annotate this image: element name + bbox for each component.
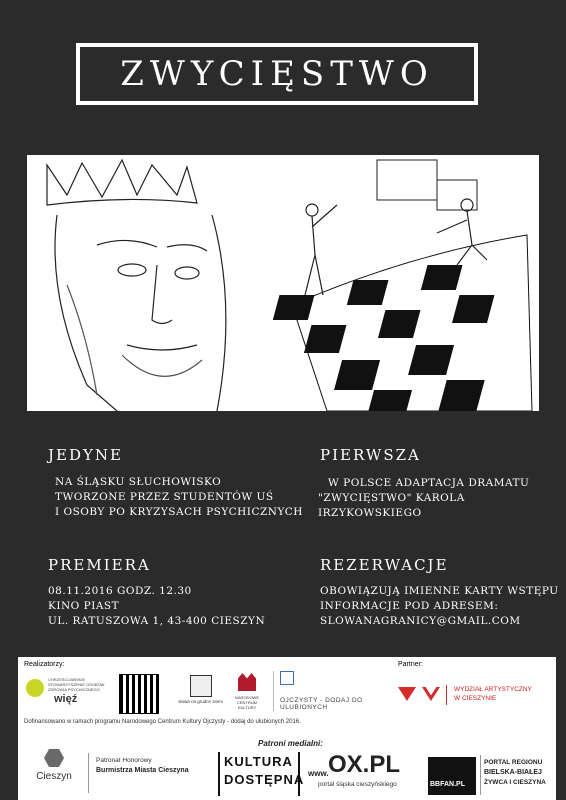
- ojczysty-logo: OJCZYSTY - DODAJ DO ULUBIONYCH: [273, 671, 370, 711]
- text-jedyne: NA ŚLĄSKU SŁUCHOWISKO TWORZONE PRZEZ STUDENTÓW UŚ I OSOBY PO KRYZYSACH PSYCHICZNYCH: [55, 476, 303, 518]
- bbfan-logo: BBFAN.PL: [428, 757, 476, 795]
- heading-jedyne: JEDYNE: [48, 446, 123, 464]
- wydzial-logo: WYDZIAŁ ARTYSTYCZNY W CIESZYNIE: [398, 685, 548, 715]
- text-rezerwacje: OBOWIĄZUJĄ IMIENNE KARTY WSTĘPU INFORMACJE POD ADRESEM: SLOWANAGRANICY@GMAIL.COM: [320, 585, 559, 627]
- burmistrz-label: Burmistrza Miasta Cieszyna: [96, 767, 189, 774]
- ox-logo: www. OX.PL portal śląska cieszyńskiego: [308, 751, 401, 788]
- qr-code-icon: [120, 675, 158, 713]
- title-frame: [76, 43, 478, 105]
- gradka-logo: słowa na grudce ziemi: [178, 675, 223, 715]
- kultura-dostepna-logo: KULTURA DOSTĘPNA: [218, 752, 300, 796]
- wiez-logo: CHRZEŚCIJAŃSKIE STOWARZYSZENIE OSOBÓW ZDROWIA PSYCHICZNEGO więź: [26, 677, 106, 709]
- partner-label: Partner:: [398, 661, 423, 668]
- heading-rezerwacje: REZERWACJE: [320, 556, 449, 574]
- poster-title: ZWYCIĘSTWO: [120, 54, 434, 94]
- email-link[interactable]: SLOWANAGRANICY@GMAIL.COM: [320, 615, 521, 627]
- realizatorzy-label: Realizatorzy:: [24, 661, 65, 668]
- illustration: [27, 155, 539, 411]
- heading-premiera: PREMIERA: [48, 556, 151, 574]
- text-premiera: 08.11.2016 GODZ. 12.30 KINO PIAST UL. RATUSZOWA 1, 43-400 CIESZYN: [48, 585, 266, 627]
- sponsor-area: [18, 657, 556, 800]
- portal-line2: BIELSKA-BIAŁEJ: [484, 769, 542, 776]
- portal-line3: ŻYWCA I CIESZYNA: [484, 779, 546, 786]
- heading-pierwsza: PIERWSZA: [320, 446, 421, 464]
- text-pierwsza: W POLSCE ADAPTACJA DRAMATU "ZWYCIĘSTWO" KAROLA IRZYKOWSKIEGO: [318, 477, 530, 519]
- funding-note: Dofinansowano w ramach programu Narodowego Centrum Kultury Ojczysty - dodaj do ulubionych 2016.: [24, 719, 301, 725]
- nck-logo: NARODOWE CENTRUM KULTURY: [230, 673, 264, 713]
- cieszyn-logo: Cieszyn: [28, 749, 80, 795]
- patroni-label: Patroni medialni:: [258, 739, 323, 748]
- patronat-label: Patronat Honorowy: [96, 757, 152, 764]
- portal-line1: PORTAL REGIONU: [484, 759, 543, 766]
